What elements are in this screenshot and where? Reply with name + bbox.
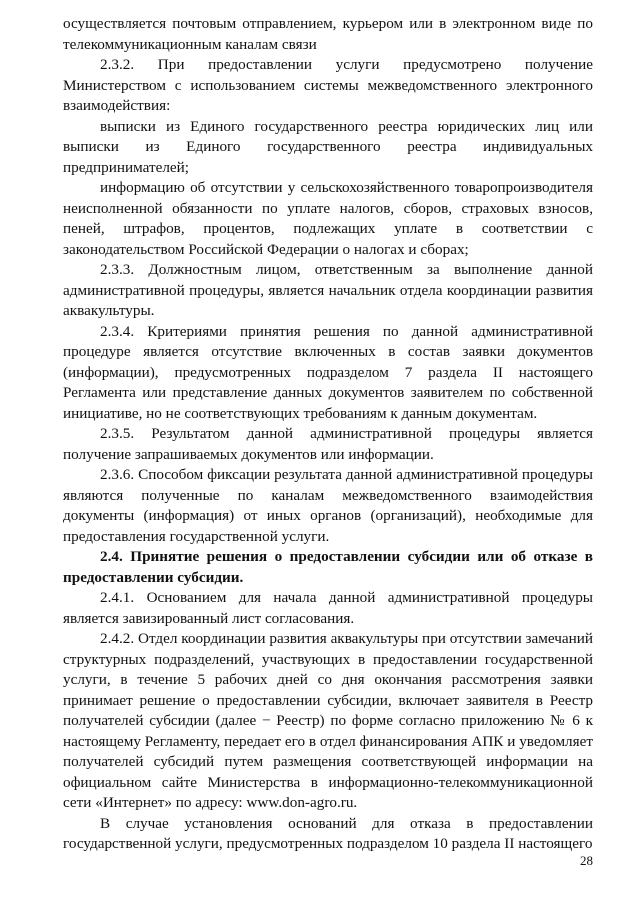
section-heading-2-4: 2.4. Принятие решения о предоставлении субсидии или об отказе в предоставлении субсидии. <box>63 548 593 586</box>
paragraph-2-3-4: 2.3.4. Критериями принятия решения по данной административной процедуре является отсутствие включенных в состав заявки документов (информации), предусмотренных подразделом 7 раздела II настоящего Регламента или представление данных документов заявителем по собственной инициативе, но не соответствующих требованиям к данным документам. <box>63 322 593 422</box>
paragraph-refusal-case: В случае установления оснований для отказа в предоставлении государственной услуги, предусмотренных подразделом 10 раздела II настоящего <box>63 814 593 852</box>
paragraph-egrul-extract: выписки из Единого государственного реестра юридических лиц или выписки из Единого государственного реестра индивидуальных предпринимателей; <box>63 117 593 176</box>
paragraph-2-3-6: 2.3.6. Способом фиксации результата данной административной процедуры являются полученные по каналам межведомственного взаимодействия документы (информация) от иных органов (организаций), необходимые для предоставления государственной услуги. <box>63 466 593 545</box>
paragraph-2-3-5: 2.3.5. Результатом данной административной процедуры является получение запрашиваемых документов или информации. <box>63 425 593 463</box>
paragraph-2-3-3: 2.3.3. Должностным лицом, ответственным за выполнение данной административной процедуры, является начальник отдела координации развития аквакультуры. <box>63 261 593 319</box>
paragraph-continuation: осуществляется почтовым отправлением, курьером или в электронном виде по телекоммуникационным каналам связи <box>63 15 593 53</box>
paragraph-2-3-2: 2.3.2. При предоставлении услуги предусмотрено получение Министерством с использованием системы межведомственного электронного взаимодействия: <box>63 56 593 114</box>
paragraph-2-4-1: 2.4.1. Основанием для начала данной административной процедуры является завизированный лист согласования. <box>63 589 593 627</box>
paragraph-tax-info: информацию об отсутствии у сельскохозяйственного товаропроизводителя неисполненной обязанности по уплате налогов, сборов, страховых взносов, пеней, штрафов, процентов, подлежащих уплате в соответствии с законодательством Российской Федерации о налогах и сборах; <box>63 179 593 258</box>
paragraph-2-4-2: 2.4.2. Отдел координации развития аквакультуры при отсутствии замечаний структурных подразделений, участвующих в предоставлении государственной услуги, в течение 5 рабочих дней со дня окончания рассмотрения заявки принимает решение о предоставлении субсидии, включает заявителя в Реестр получателей субсидии (далее − Реестр) по форме согласно приложению № 6 к настоящему Регламенту, передает его в отдел финансирования АПК и уведомляет получателей субсидий путем размещения соответствующей информации на официальном сайте Министерства в информационно-телекоммуникационной сети «Интернет» по адресу: www.don-agro.ru. <box>63 630 593 811</box>
page-number: 28 <box>580 853 593 868</box>
page-body <box>63 14 593 855</box>
